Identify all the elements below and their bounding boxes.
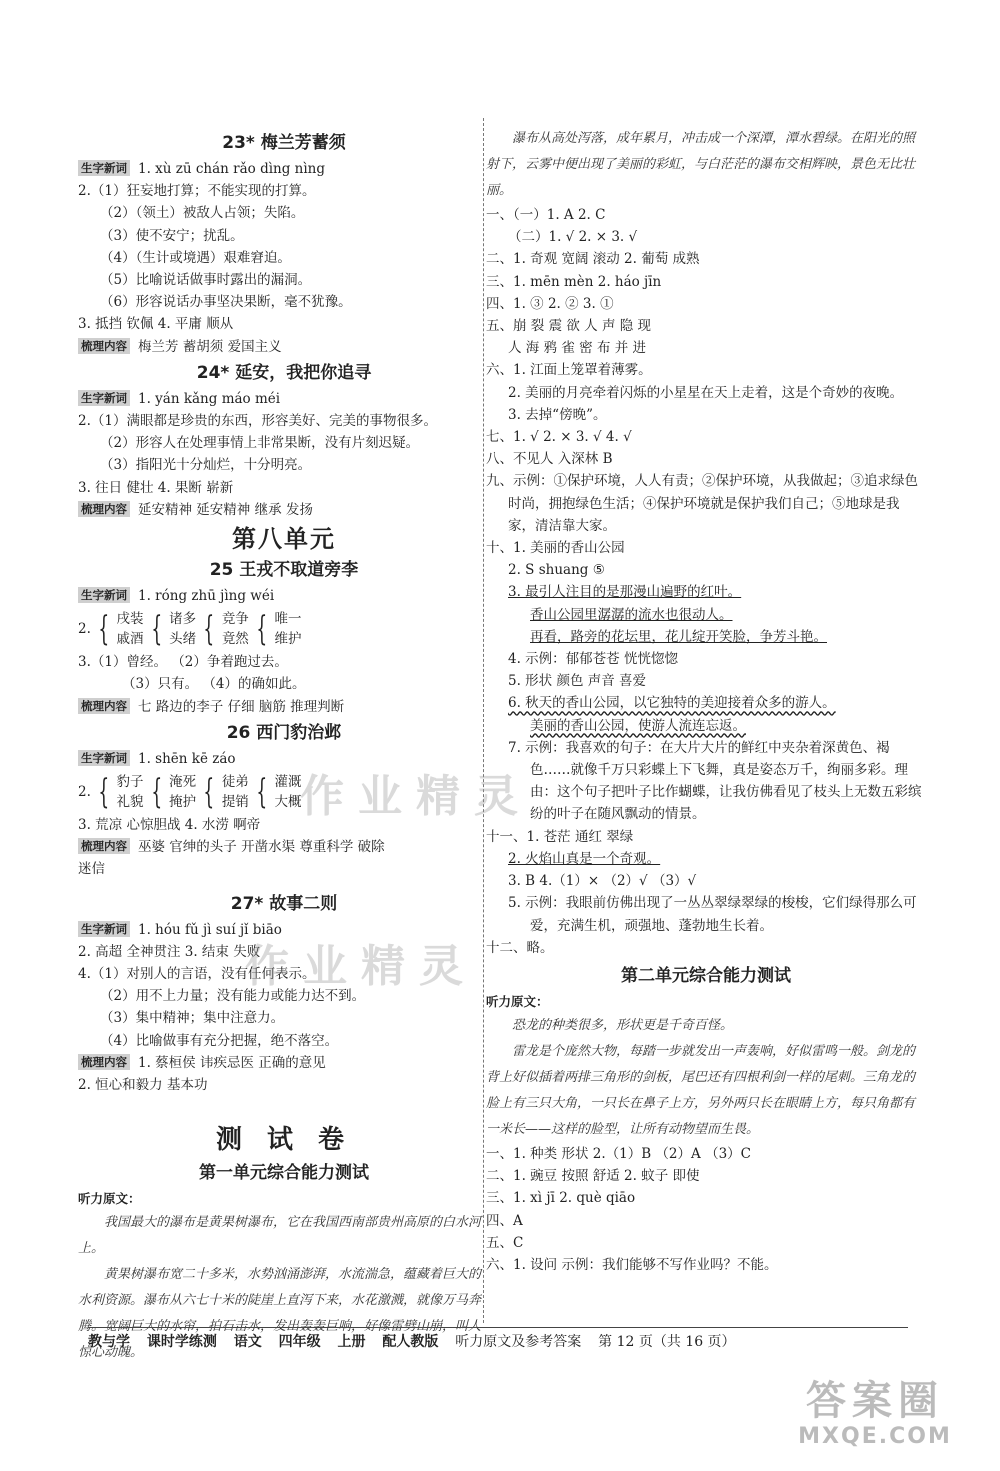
- answer-line: 二、1. 奇观 宽阔 滚动 2. 葡萄 成熟: [486, 251, 700, 268]
- brace-icon: {: [256, 609, 268, 650]
- answer-line: 3. 去掉“傍晚”。: [508, 406, 607, 423]
- answer-line: （二）1. √ 2. × 3. √: [508, 229, 638, 246]
- footer-grade: 四年级: [278, 1334, 321, 1350]
- lesson-25-review: 梳理内容 七 路边的李子 仔细 脑筋 推理判断: [78, 696, 490, 718]
- footer-brand: 教与学: [88, 1334, 130, 1350]
- tag-review: 梳理内容: [78, 338, 130, 354]
- answer-line: 5. 示例：我眼前仿佛出现了一丛丛翠绿翠绿的梭梭，它们绿得那么可爱，充满生机，顽强地、蓬勃地生长着。: [508, 895, 917, 934]
- brace-icon: {: [98, 772, 110, 813]
- listening-paragraph: 瀑布从高处泻落，成年累月，冲击成一个深潭，潭水碧绿。在阳光的照射下，云雾中便出现了美丽的彩虹，与白茫茫的瀑布交相辉映，景色无比壮丽。: [486, 131, 916, 198]
- tag-new-words: 生字新词: [78, 390, 130, 406]
- answer-line: 2. 美丽的月亮牵着闪烁的小星星在天上走着，这是个奇妙的夜晚。: [508, 384, 904, 401]
- lesson-23-review: 梳理内容 梅兰芳 蓄胡须 爱国主义: [78, 336, 490, 358]
- lesson-26-title: 26 西门豹治邺: [226, 722, 342, 743]
- answer-line: 2.（1）狂妄地打算；不能实现的打算。: [78, 183, 316, 200]
- tag-new-words: 生字新词: [78, 750, 130, 766]
- answer-line: 2. 火焰山真是一个奇观。: [508, 850, 661, 867]
- tag-new-words: 生字新词: [78, 921, 130, 937]
- footer-page-number: 第 12 页（共 16 页）: [598, 1334, 736, 1350]
- site-logo: 答案圈 MXQE.COM: [798, 1378, 952, 1449]
- answer-line: 6. 秋天的香山公园，以它独特的美迎接着众多的游人。: [508, 695, 836, 712]
- lesson-27-new-words: 生字新词 1. hóu fǔ jì suí jǐ biāo: [78, 919, 490, 941]
- answer-line: 六、1. 江面上笼罩着薄雾。: [486, 362, 652, 379]
- tag-review: 梳理内容: [78, 698, 130, 714]
- listening-paragraph: 我国最大的瀑布是黄果树瀑布，它在我国西南部贵州高原的白水河上。: [78, 1215, 482, 1257]
- answer-line: 二、1. 豌豆 按照 舒适 2. 蚊子 即使: [486, 1168, 700, 1185]
- page-footer: [88, 1331, 908, 1353]
- unit-8-title: 第八单元: [232, 525, 336, 554]
- footer-subject: 语文: [233, 1334, 262, 1350]
- lesson-25-new-words: 生字新词 1. róng zhū jìng wéi: [78, 585, 490, 607]
- answer-line: 4. 示例：郁郁苍苍 恍恍惚惚: [508, 651, 678, 668]
- footer-divider: [88, 1327, 908, 1328]
- answer-line: （6）形容说话办事坚决果断，毫不犹豫。: [100, 294, 352, 311]
- lesson-27-review: 梳理内容 1. 蔡桓侯 讳疾忌医 正确的意见: [78, 1052, 490, 1074]
- answer-line: 迷信: [78, 861, 105, 878]
- listening-label: 听力原文：: [486, 993, 549, 1009]
- lesson-26-review: 梳理内容 巫婆 官绅的头子 开凿水渠 尊重科学 破除: [78, 836, 490, 858]
- word-pairs: 2. { 戌装 戚酒 { 诸多 头绪 { 竞争 竟然 { 唯一 维护: [78, 609, 302, 650]
- unit-2-test-title: 第二单元综合能力测试: [621, 965, 791, 986]
- watermark: 作业精灵: [300, 771, 532, 822]
- answer-line: （3）指阳光十分灿烂，十分明亮。: [100, 457, 312, 474]
- lesson-25-title: 25 王戎不取道旁李: [209, 560, 359, 581]
- answer-line: 十二、略。: [486, 939, 554, 956]
- lesson-27-title: 27* 故事二则: [230, 893, 338, 914]
- tag-review: 梳理内容: [78, 501, 130, 517]
- footer-edition: 配人教版: [382, 1334, 439, 1350]
- answer-line: （3）只有。 （4）的确如此。: [122, 676, 306, 693]
- listening-paragraph: 雷龙是个庞然大物，每踏一步就发出一声轰响，好似雷鸣一般。剑龙的背上好似插着两排三角形的剑板，尾巴还有四根利剑一样的尾刺。三角龙的脸上有三只大角，一只长在鼻子上方，另外两只长在眼睛上方，每只角都有一米长——这样的脸型，让所有动物望而生畏。: [486, 1043, 916, 1137]
- left-column: [78, 128, 490, 1366]
- answer-line: 3. 抵挡 钦佩 4. 平庸 顺从: [78, 316, 234, 333]
- answer-line: 2.（1）满眼都是珍贵的东西，形容美好、完美的事物很多。: [78, 413, 437, 430]
- tag-review: 梳理内容: [78, 1054, 130, 1070]
- lesson-24-review: 梳理内容 延安精神 延安精神 继承 发扬: [78, 499, 490, 521]
- brace-icon: {: [256, 772, 268, 813]
- answer-line: 香山公园里潺潺的流水也很动人。: [530, 606, 733, 623]
- answer-line: （4）比喻做事有充分把握，绝不落空。: [100, 1032, 339, 1049]
- answer-line: 2. 高超 全神贯注 3. 结束 失败: [78, 943, 261, 960]
- answer-line: 一、（一）1. A 2. C: [486, 207, 606, 223]
- answer-line: 3.（1）曾经。 （2）争着跑过去。: [78, 654, 288, 671]
- tag-new-words: 生字新词: [78, 160, 130, 176]
- tag-review: 梳理内容: [78, 838, 130, 854]
- answer-line: 八、不见人 入深林 B: [486, 451, 613, 468]
- right-column: [486, 126, 926, 1276]
- lesson-23-title: 23* 梅兰芳蓄须: [222, 133, 346, 153]
- answer-line: （3）使不安宁；扰乱。: [100, 227, 244, 244]
- answer-line: 五、崩 裂 震 欲 人 声 隐 现: [486, 318, 652, 335]
- unit-1-test-title: 第一单元综合能力测试: [199, 1163, 369, 1184]
- answer-line: 三、1. mēn mèn 2. háo jīn: [486, 273, 662, 290]
- answer-line: （2）用不上力量；没有能力或能力达不到。: [100, 988, 366, 1005]
- lesson-24-new-words: 生字新词 1. yán kǎng máo méi: [78, 388, 490, 410]
- test-paper-title: 测 试 卷: [215, 1125, 353, 1156]
- answer-line: 4.（1）对别人的言语，没有任何表示。: [78, 966, 316, 983]
- lesson-24-title: 24* 延安，我把你追寻: [196, 362, 372, 383]
- watermark: 作业精灵: [245, 941, 477, 992]
- lesson-23-new-words: 生字新词 1. xù zū chán rǎo dìng nìng: [78, 158, 490, 180]
- answer-line: 2. S shuang ⑤: [508, 562, 605, 579]
- answer-line: 3. B 4.（1）× （2）√ （3）√: [508, 873, 697, 890]
- answer-line: 一、1. 种类 形状 2.（1）B （2）A （3）C: [486, 1145, 751, 1162]
- footer-series: 课时学练测: [146, 1334, 217, 1350]
- answer-line: 2. 恒心和毅力 基本功: [78, 1077, 208, 1094]
- lesson-26-new-words: 生字新词 1. shēn kē záo: [78, 748, 490, 770]
- listening-paragraph: 黄果树瀑布宽二十多米，水势汹涌澎湃，水流湍急，蕴藏着巨大的水利资源。瀑布从六七十米的陡崖上直泻下来，水花激溅，就像万马奔腾。宽阔巨大的水帘，拍石击水，发出轰轰巨响，好像雷劈山崩，叫人惊心动魄。: [78, 1267, 482, 1361]
- answer-line: 四、A: [486, 1212, 523, 1229]
- answer-line: 5. 形状 颜色 声音 喜爱: [508, 673, 647, 690]
- tag-new-words: 生字新词: [78, 587, 130, 603]
- answer-line: 九、示例：①保护环境，人人有责；②保护环境，从我做起；③追求绿色时尚，拥抱绿色生活；④保护环境就是保护我们自己；⑤地球是我家，清洁靠大家。: [486, 473, 918, 534]
- listening-label: 听力原文：: [78, 1191, 141, 1207]
- brace-icon: {: [98, 609, 110, 650]
- listening-paragraph: 恐龙的种类很多，形状更是千奇百怪。: [512, 1017, 734, 1033]
- answer-line: 五、C: [486, 1234, 524, 1251]
- brace-icon: {: [150, 609, 162, 650]
- word-pairs: 2. { 豹子 礼貌 { 淹死 掩护 { 徒弟 提销 { 灌溉 大概: [78, 772, 302, 813]
- answer-line: 十一、1. 苍茫 通红 翠绿: [486, 828, 634, 845]
- answer-line: 人 海 鸦 雀 密 布 并 进: [508, 340, 647, 357]
- footer-description: 听力原文及参考答案: [455, 1334, 582, 1350]
- answer-line: 3. 往日 健壮 4. 果断 崭新: [78, 479, 234, 496]
- answer-line: 7. 示例：我喜欢的句子：在大片大片的鲜红中夹杂着深黄色、褐色……就像千万只彩蝶上下飞舞，真是姿态万千，绚丽多彩。理由：这个句子把叶子比作蝴蝶，让我仿佛看见了枝头上无数五彩缤纷的叶子在随风飘动的情景。: [508, 739, 922, 823]
- answer-line: 美丽的香山公园，使游人流连忘返。: [530, 717, 746, 734]
- answer-line: 十、1. 美丽的香山公园: [486, 540, 625, 557]
- brace-icon: {: [203, 609, 215, 650]
- answer-line: （2）形容人在处理事情上非常果断，没有片刻迟疑。: [100, 435, 420, 452]
- answer-line: 六、1. 设问 示例：我们能够不写作业吗？不能。: [486, 1256, 778, 1273]
- footer-term: 上册: [337, 1334, 366, 1350]
- answer-line: 3. 最引人注目的是那漫山遍野的红叶。: [508, 584, 742, 601]
- brace-icon: {: [203, 772, 215, 813]
- answer-line: （2）（领土）被敌人占领；失陷。: [100, 205, 305, 222]
- answer-line: 四、1. ③ 2. ② 3. ①: [486, 295, 614, 312]
- answer-line: （3）集中精神；集中注意力。: [100, 1010, 285, 1027]
- answer-line: 3. 荒凉 心惊胆战 4. 水涝 啊帝: [78, 817, 261, 834]
- answer-line: 七、1. √ 2. × 3. √ 4. √: [486, 429, 632, 446]
- answer-line: 再看，路旁的花坛里，花儿绽开笑脸，争芳斗艳。: [530, 628, 827, 645]
- answer-line: 三、1. xì jī 2. què qiāo: [486, 1190, 636, 1207]
- brace-icon: {: [150, 772, 162, 813]
- answer-line: （4）（生计或境遇）艰难窘迫。: [100, 249, 291, 266]
- answer-line: （5）比喻说话做事时露出的漏洞。: [100, 272, 312, 289]
